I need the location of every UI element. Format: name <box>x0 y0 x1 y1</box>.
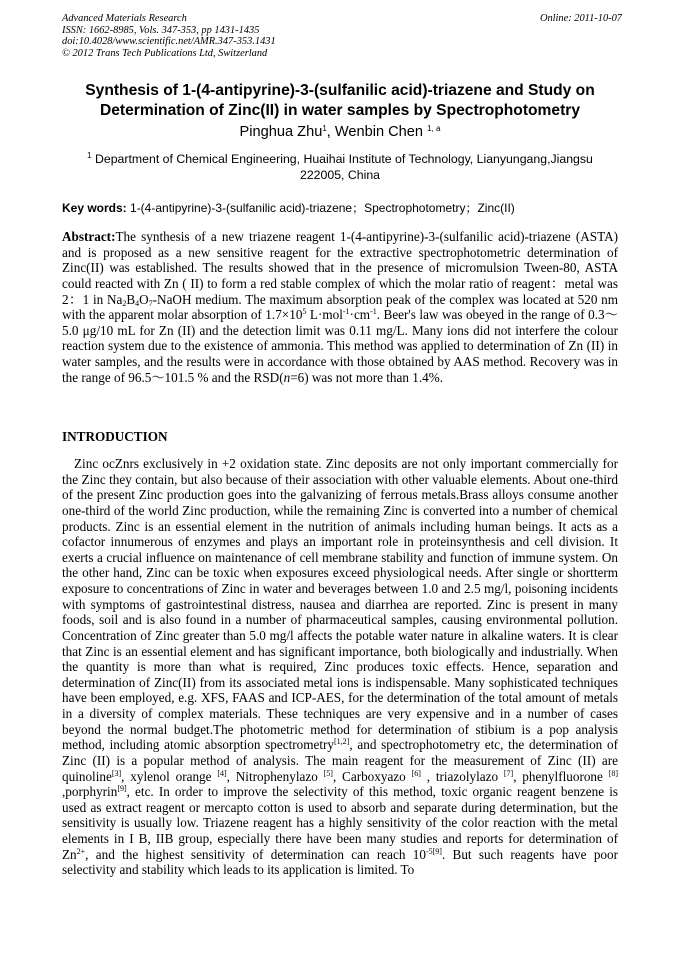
abstract-text: O <box>139 291 149 307</box>
citation: [5] <box>323 768 333 778</box>
author-name: Pinghua Zhu <box>239 124 323 140</box>
introduction-paragraph <box>62 456 618 878</box>
superscript: -1 <box>370 307 377 317</box>
body-text: , xylenol orange <box>121 768 218 784</box>
body-text: , Nitrophenylazo <box>226 768 324 784</box>
body-text: Zinc ocZnrs exclusively in +2 oxidation state. Zinc deposits are not only important commercially for the Zinc they contain, but also because of their association with other valuable elements. About one-third of the present Zinc production goes into the galvanizing of ferrous metals.Brass alloys consume another one-third of the world Zinc production, while the remaining Zinc is converted into a number of chemical products. Zinc is an essential element in the nutrition of animals including human beings. It acts as a cofactor innumerous of enzymes and plays an important role in proteinsynthesis and cell division. It exerts a crucial influence on maintenance of cell membrane stability and function of immune system. On the other hand, Zinc can be toxic when exposures exceed physiological needs. After single or shortterm exposure to concentrations of Zinc in water and beverages between 1.0 and 2.5 mg/l, poisoning incidents with symptoms of gastrointestinal distress, nausea and diarrhea are reported. Zinc is present in many foods, soil and is also found in a number of pharmaceutical samples, causing environmental pollution. Concentration of Zinc greater than 5.0 mg/l affects the potable water nature in alkaline waters. It is clear that Zinc is an essential element and has significant importance, both biologically and industrially. When the quantity is more than what is required, Zinc produces toxic effects. Hence, separation and determination of Zinc(II) from its associated metal ions is indispensable. Many sophisticated techniques have been employed, e.g. XFS, FAAS and ICP-AES, for the determination of the total amount of metals in a diversity of complex materials. These techniques are very expensive and in a number of cases beyond the normal budget.The photometric method for determination of stibium is a pop analysis method, including atomic absorption spectrometry <box>62 456 618 753</box>
body-text: , and the highest sensitivity of determination can reach 10 <box>85 846 426 862</box>
copyright-line: © 2012 Trans Tech Publications Ltd, Switzerland <box>62 47 268 59</box>
body-text: ,porphyrin <box>62 784 118 800</box>
author-separator: , <box>326 124 335 140</box>
paper-title: Synthesis of 1-(4-antipyrine)-3-(sulfanilic acid)-triazene and Study on Determination of Zinc(II) in water samples by Spectrophotometry <box>85 82 595 119</box>
variable-n: n <box>283 369 291 385</box>
subscript: 7 <box>148 298 153 308</box>
journal-name: Advanced Materials Research <box>62 13 187 24</box>
abstract-text: ·cm <box>349 307 371 323</box>
superscript: -5[9] <box>425 846 442 856</box>
affiliation <box>72 151 608 183</box>
author-line <box>62 123 618 141</box>
subscript: 4 <box>135 298 140 308</box>
author-affiliation-mark: 1 <box>322 124 327 133</box>
abstract-text: . Beer's law was obeyed in the range of 0.3～5.0 μg/10 mL for Zn (II) and the detection limit was 0.11 mg/L. Many ions did not interfere the colour reaction system due to the existence of ammonia. This method was applied to determination of Zn (II) in water samples, and the results were in accordance with those obtained by AAS method. Recovery was in the range of 96.5～101.5 % and the RSD( <box>62 307 618 385</box>
subscript: 2 <box>122 298 127 308</box>
keywords <box>62 200 622 216</box>
abstract-text: L·mol <box>306 307 343 323</box>
keywords-text: 1-(4-antipyrine)-3-(sulfanilic acid)-triazene；Spectrophotometry；Zinc(II) <box>130 201 515 215</box>
keywords-label: Key words: <box>62 201 131 215</box>
citation: [4] <box>217 768 227 778</box>
body-text: , triazolylazo <box>420 768 504 784</box>
citation: [3] <box>111 768 122 778</box>
affiliation-text: Department of Chemical Engineering, Huaihai Institute of Technology, Lianyungang,Jiangsu 222005, China <box>91 152 593 182</box>
body-text: , etc. In order to improve the selectivity of this method, toxic organic reagent benzene is used as extract reagent or mercapto cotton is used to absorb and separate during determination, but the sensitivity is usually low. Triazene reagent has a highly sensitivity of the color reaction with the metal elements in I B, IIB group, especially there have been many studies and reports for determination of Zn <box>62 784 618 862</box>
body-text: , Carboxyazo <box>332 768 412 784</box>
superscript: 2+ <box>76 846 86 856</box>
body-text: , and spectrophotometry etc, the determination of Zinc (II) is a popular method of analysis. The main reagent for the measurement of Zinc (II) are quinoline <box>62 737 618 784</box>
abstract-label: Abstract: <box>62 229 116 244</box>
citation: [7] <box>503 768 514 778</box>
body-text: . But such reagents have poor selectivity and stability which leads to its application is limited. To <box>62 846 618 878</box>
citation: [6] <box>411 768 421 778</box>
abstract-text: =6) was not more than 1.4%. <box>290 369 444 385</box>
affiliation-mark: 1 <box>87 151 92 160</box>
author-affiliation-mark: 1, a <box>427 124 441 133</box>
citation: [9] <box>117 784 127 794</box>
abstract-text: -NaOH medium. The maximum absorption peak of the complex was located at 520 nm with the apparent molar absorption of 1.7×10 <box>62 291 618 323</box>
doi-line: doi:10.4028/www.scientific.net/AMR.347-353.1431 <box>62 36 276 48</box>
issn-line: ISSN: 1662-8985, Vols. 347-353, pp 1431-1435 <box>62 24 260 36</box>
citation: [1,2] <box>334 737 350 747</box>
online-date: Online: 2011-10-07 <box>539 13 622 24</box>
abstract-text: B <box>126 291 136 307</box>
abstract <box>62 229 618 385</box>
journal-header <box>62 13 622 59</box>
abstract-text: The synthesis of a new triazene reagent 1-(4-antipyrine)-3-(sulfanilic acid)-triazene (ASTA) and is proposed as a new sensitive reagent for the extractive spectrophotometric determination of Zinc(II) was established. The results showed that in the presence of micromulsion Tween-80, ASTA could reacted with Zn ( II) to form a red stable complex of which the molar ratio of reagent：metal was 2：1 in Na <box>62 229 618 307</box>
author-name: Wenbin Chen <box>334 124 424 140</box>
citation: [8] <box>608 768 619 778</box>
superscript: -1 <box>342 307 350 317</box>
superscript: 5 <box>302 307 307 317</box>
body-text: , phenylfluorone <box>513 768 609 784</box>
section-heading: INTRODUCTION <box>62 429 168 444</box>
